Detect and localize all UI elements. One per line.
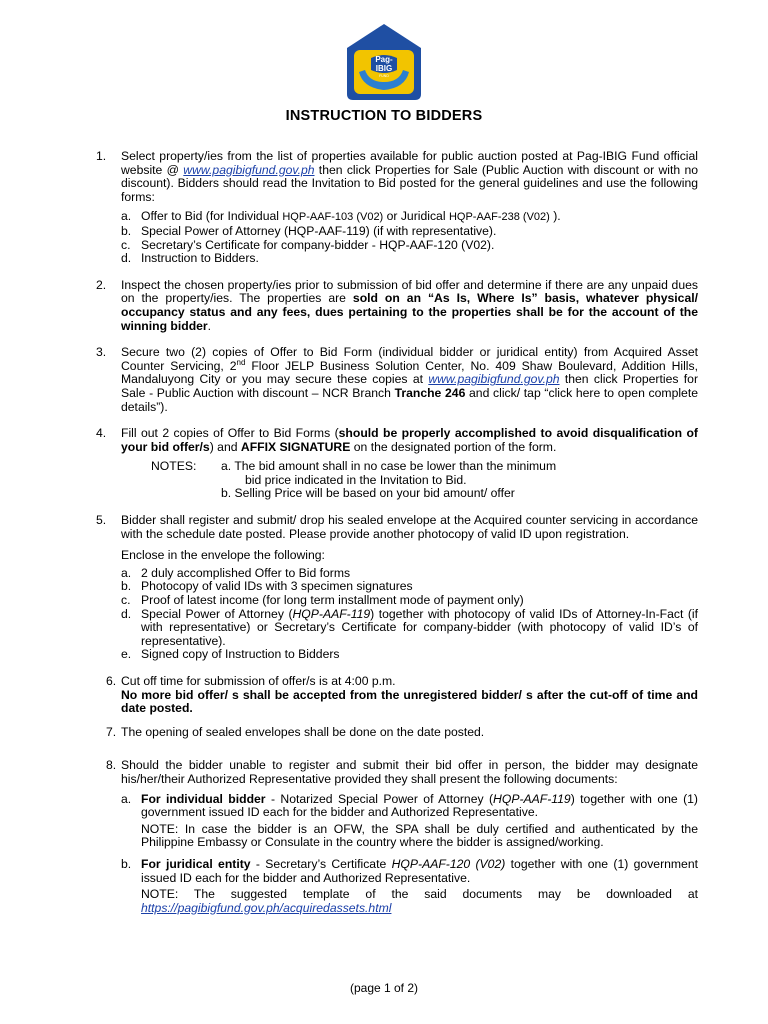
acquired-assets-link[interactable]: https://pagibigfund.gov.ph/acquiredassets.html bbox=[141, 900, 392, 915]
representative-list bbox=[121, 858, 698, 885]
ofw-note: NOTE: In case the bidder is an OFW, the SPA shall be duly certified and authenticated by the Philippine Embassy or Consulate in the country where the bidder is assigned/working. bbox=[141, 821, 698, 850]
website-link[interactable]: www.pagibigfund.gov.ph bbox=[428, 372, 560, 387]
item-number: 6. bbox=[106, 674, 117, 688]
enclosure-list bbox=[121, 567, 698, 662]
page-title: INSTRUCTION TO BIDDERS bbox=[285, 108, 483, 124]
instruction-item-1 bbox=[96, 150, 698, 266]
list-item: a. Offer to Bid (for Individual HQP-AAF-103 (V02) or Juridical HQP-AAF-238 (V02) ). bbox=[121, 209, 561, 224]
page-number: (page 1 of 2) bbox=[349, 981, 419, 995]
list-item: b. Special Power of Attorney (HQP-AAF-119) (if with representative). bbox=[121, 223, 497, 238]
item-number: 1. bbox=[96, 149, 107, 163]
list-item: b. Photocopy of valid IDs with 3 specimen signatures bbox=[121, 579, 413, 594]
cutoff-warning: No more bid offer/ s shall be accepted from the unregistered bidder/ s after the cut-off of time and date posted. bbox=[121, 687, 698, 716]
logo-text-small: FUND bbox=[379, 74, 389, 78]
item-number: 8. bbox=[106, 758, 117, 773]
list-item: c. Secretary’s Certificate for company-bidder - HQP-AAF-120 (V02). bbox=[121, 237, 495, 252]
enclose-heading: Enclose in the envelope the following: bbox=[121, 548, 325, 563]
notes-block: NOTES: a. The bid amount shall in no case be lower than the minimum bid price indicated in the Invitation to Bid. b. Selling Price will be based on your bid amount/ offer bbox=[151, 459, 557, 501]
instruction-item-2: 2. Inspect the chosen property/ies prior to submission of bid offer and determine if there are any unpaid dues on the property/ies. The properties are sold on an “As Is, Where Is” basis, whatever physical/ occupancy status and any fees, dues pertaining to the properties shall be for the account of the winning bidder. bbox=[96, 277, 699, 333]
template-note: NOTE: The suggested template of the said documents may be downloaded at https://pagibigfund.gov.ph/acquiredassets.html bbox=[141, 887, 698, 915]
item-number: 4. bbox=[96, 426, 107, 441]
instruction-item-7: 7. The opening of sealed envelopes shall be done on the date posted. bbox=[106, 724, 485, 739]
list-item: c. Proof of latest income (for long term installment mode of payment only) bbox=[121, 593, 524, 608]
logo-text-bottom: IBIG bbox=[375, 64, 393, 73]
list-item: e. Signed copy of Instruction to Bidders bbox=[121, 647, 340, 662]
list-item: a. 2 duly accomplished Offer to Bid forms bbox=[121, 565, 351, 580]
as-is-clause: sold on an “As Is, Where Is” basis, whatever physical/ occupancy status and any fees, dues pertaining to the properties shall be for the account of the winning bidder bbox=[121, 291, 699, 333]
item-number: 5. bbox=[96, 513, 107, 528]
tranche-label: Tranche 246 bbox=[394, 385, 466, 400]
instruction-item-5: 5. Bidder shall register and submit/ drop his sealed envelope at the Acquired counter servicing in accordance with the schedule date posted. Please provide another photocopy of valid ID upon registration. Enclose in the envelope the following: a. 2 duly accomplished Offer to Bid forms b. Photocopy of valid IDs with 3 specimen signatures c. Proof of latest income (for long term installment mode of payment only) d. Special Power of Attorney (HQP-AAF-119) together with photocopy of valid IDs of Attorney-In-Fact (if with representative) or Secretary’s Certificate for company-bidder (with photocopy of valid ID’s of representative). e. Signed copy of Instruction to Bidders bbox=[96, 513, 698, 662]
item-text: then click Properties for Sale (Public Auction with discount or with no discount). Bidders should read the Invitation to Bid posted for the general guidelines and use the following forms: bbox=[121, 162, 699, 204]
form-code: HQP-AAF-238 (V02) bbox=[448, 211, 550, 224]
item-number: 7. bbox=[106, 724, 117, 739]
form-code: HQP-AAF-103 (V02) bbox=[282, 211, 384, 224]
item-number: 3. bbox=[96, 345, 107, 360]
item-number: 2. bbox=[96, 277, 107, 292]
instruction-list bbox=[96, 150, 698, 928]
forms-list bbox=[121, 210, 698, 265]
instruction-item-4: 4. Fill out 2 copies of Offer to Bid Forms (should be properly accomplished to avoid disqualification of your bid offer/s) and AFFIX SIGNATURE on the designated portion of the form. NOTES: a. The bid amount shall in no case be lower than the minimum bid price indicated in the Invitation to Bid. b. Selling Price will be based on your bid amount/ offer bbox=[96, 426, 698, 501]
list-item: a. For individual bidder - Notarized Special Power of Attorney (HQP-AAF-119) together with one (1) government issued ID each for the bidder and Authorized Representative. bbox=[121, 791, 698, 820]
instruction-item-6: 6. Cut off time for submission of offer/s is at 4:00 p.m. No more bid offer/ s shall be accepted from the unregistered bidder/ s after the cut-off of time and date posted. bbox=[106, 674, 698, 716]
instruction-item-8: 8. Should the bidder unable to register and submit their bid offer in person, the bidder may designate his/her/their Authorized Representative provided they shall present the following documents: a. For individual bidder - Notarized Special Power of Attorney (HQP-AAF-119) together with one (1) government issued ID each for the bidder and Authorized Representative. NOTE: In case the bidder is an OFW, the SPA shall be duly certified and authenticated by the Philippine Embassy or Consulate in the country where the bidder is assigned/working. b. For juridical entity - Secretary’s Certificate HQP-AAF-120 (V02) together with one (1) government issued ID each for the bidder and Authorized Representative. NOTE: The suggested template of the said documents may be downloaded at https://pagibigfund.gov.ph/acquiredassets.html bbox=[106, 758, 698, 915]
notes-label: NOTES: bbox=[151, 459, 197, 474]
list-item: d. Instruction to Bidders. bbox=[121, 251, 259, 266]
list-item: b. For juridical entity - Secretary’s Certificate HQP-AAF-120 (V02) together with one (1) government issued ID each for the bidder and Authorized Representative. bbox=[121, 856, 698, 885]
item-text: Select property/ies from the list of properties available for public auction posted at Pag-IBIG Fund official website @ bbox=[121, 149, 698, 177]
logo-text-top: Pag- bbox=[375, 55, 393, 64]
list-item: d. Special Power of Attorney (HQP-AAF-119) together with photocopy of valid IDs of Attorney-In-Fact (if with representative) or Secretary’s Certificate for company-bidder (with photocopy of valid ID’s of representative). bbox=[121, 606, 698, 648]
instruction-item-3: 3. Secure two (2) copies of Offer to Bid Form (individual bidder or juridical entity) from Acquired Asset Counter Servicing, 2nd Floor JELP Business Solution Center, No. 409 Shaw Boulevard, Addition Hills, Mandaluyong City or you may secure these copies at www.pagibigfund.gov.ph then click Properties for Sale - Public Auction with discount – NCR Branch Tranche 246 and click/ tap “click here to open complete details”). bbox=[96, 345, 698, 414]
representative-list bbox=[121, 793, 698, 820]
website-link[interactable]: www.pagibigfund.gov.ph bbox=[183, 162, 315, 177]
pag-ibig-logo bbox=[345, 22, 423, 102]
